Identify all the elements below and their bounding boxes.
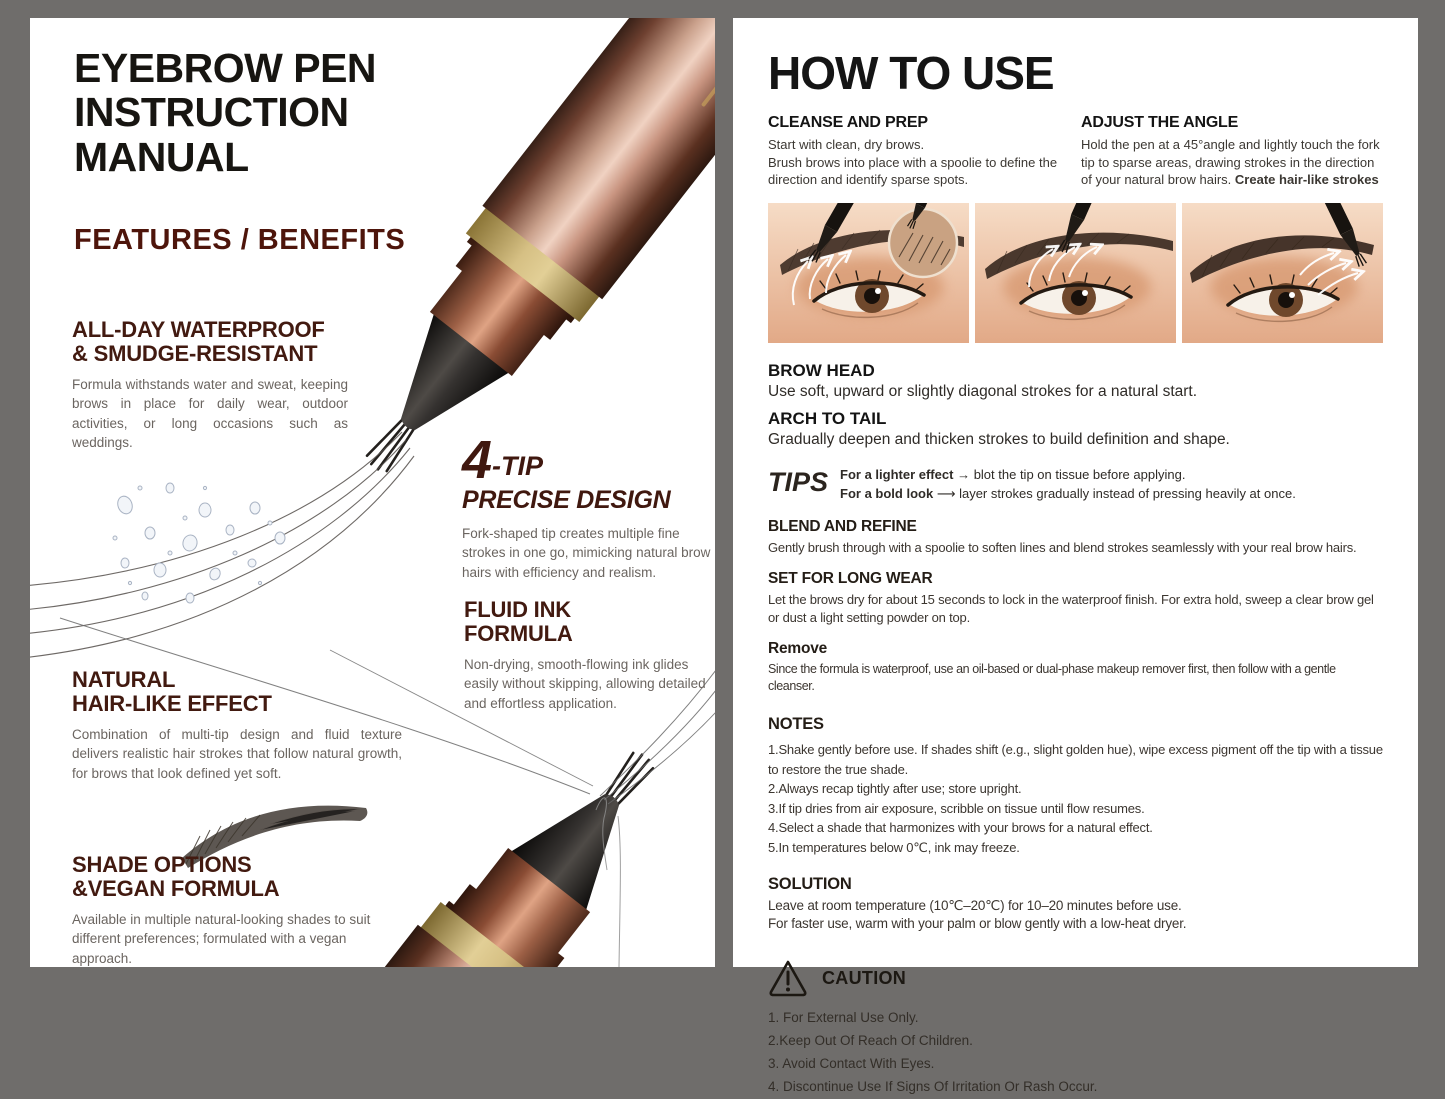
- how-to-use-title: HOW TO USE: [768, 46, 1383, 100]
- section-body: Fork-shaped tip creates multiple fine strokes in one go, mimicking natural brow hairs with efficiency and realism.: [462, 524, 714, 583]
- section-four-tip: 4 -TIP PRECISE DESIGN Fork-shaped tip creates multiple fine strokes in one go, mimicking natural brow hairs with efficiency and realism.: [462, 438, 714, 583]
- title-line: EYEBROW PEN: [74, 46, 376, 90]
- solution-section: SOLUTION Leave at room temperature (10℃–20℃) for 10–20 minutes before use. For faster use, warm with your palm or blow gently with a low-heat dryer.: [768, 875, 1383, 933]
- application-photos: [768, 203, 1383, 343]
- short-arrow: →: [957, 467, 970, 482]
- eye-illustration-3: [1182, 203, 1383, 343]
- features-benefits-subtitle: FEATURES / BENEFITS: [74, 224, 405, 257]
- section-body: Combination of multi-tip design and fluid texture delivers realistic hair strokes that follow natural growth, for brows that look defined yet soft.: [72, 725, 402, 784]
- note-item: 5.In temperatures below 0℃, ink may freeze.: [768, 838, 1383, 858]
- section-body: Non-drying, smooth-flowing ink glides easily without skipping, allowing detailed and effortless application.: [464, 655, 716, 714]
- set-for-long-wear-section: SET FOR LONG WEAR Let the brows dry for about 15 seconds to lock in the waterproof finish. For extra hold, sweep a clear brow gel or dust a light setting powder on top.: [768, 570, 1383, 626]
- tips-line: For a bold look ⟶ layer strokes gradually instead of pressing heavily at once.: [840, 484, 1296, 504]
- section-natural-effect: [72, 668, 402, 783]
- brow-head-section: BROW HEAD Use soft, upward or slightly diagonal strokes for a natural start. ARCH TO TAIL Gradually deepen and thicken strokes to build definition and shape.: [768, 361, 1383, 449]
- right-page: [733, 18, 1418, 967]
- solution-line: Leave at room temperature (10℃–20℃) for 10–20 minutes before use.: [768, 897, 1383, 915]
- cleanse-line: Brush brows into place with a spoolie to define the direction and identify sparse spots.: [768, 154, 1063, 189]
- section-fluid-ink: [464, 598, 716, 713]
- caution-item: 3. Avoid Contact With Eyes.: [768, 1053, 1383, 1076]
- caution-item: 1. For External Use Only.: [768, 1007, 1383, 1030]
- title-line: INSTRUCTION: [74, 90, 376, 134]
- caution-header: CAUTION: [768, 959, 1383, 997]
- section-heading: SHADE OPTIONS &VEGAN FORMULA: [72, 853, 402, 901]
- section-heading: FLUID INK FORMULA: [464, 598, 716, 646]
- section-body: Available in multiple natural-looking shades to suit different preferences; formulated with a vegan approach.: [72, 910, 402, 969]
- tips-line: For a lighter effect → blot the tip on tissue before applying.: [840, 465, 1296, 485]
- section-body: Formula withstands water and sweat, keeping brows in place for daily wear, outdoor activities, or long occasions such as weddings.: [72, 375, 348, 453]
- caution-item: 4. Discontinue Use If Signs Of Irritation Or Rash Occur.: [768, 1076, 1383, 1099]
- cleanse-line: Start with clean, dry brows.: [768, 136, 1063, 154]
- long-arrow: ⟶: [937, 486, 956, 501]
- water-droplets: [113, 483, 285, 603]
- cleanse-and-prep: CLEANSE AND PREP Start with clean, dry brows. Brush brows into place with a spoolie to define the direction and identify sparse spots.: [768, 114, 1063, 189]
- left-page: [30, 18, 715, 967]
- solution-line: For faster use, warm with your palm or blow gently with a low-heat dryer.: [768, 915, 1383, 933]
- section-heading: NATURAL HAIR-LIKE EFFECT: [72, 668, 402, 716]
- eye-illustration-1: [768, 203, 969, 343]
- arch-to-tail-heading: ARCH TO TAIL: [768, 409, 1383, 429]
- photo-tail: [1182, 203, 1383, 343]
- step-columns: [768, 114, 1383, 189]
- blend-and-refine-section: BLEND AND REFINE Gently brush through with a spoolie to soften lines and blend strokes seamlessly with your real brow hairs.: [768, 518, 1383, 557]
- warning-triangle-icon: [768, 959, 808, 997]
- page-title: [74, 46, 376, 179]
- note-item: 2.Always recap tightly after use; store upright.: [768, 779, 1383, 799]
- title-line: MANUAL: [74, 135, 376, 179]
- tips-section: TIPS For a lighter effect → blot the tip on tissue before applying. For a bold look ⟶ layer strokes gradually instead of pressing heavily at once.: [768, 465, 1383, 504]
- eye-illustration-2: [975, 203, 1176, 343]
- note-item: 4.Select a shade that harmonizes with your brows for a natural effect.: [768, 818, 1383, 838]
- remove-section: Remove Since the formula is waterproof, use an oil-based or dual-phase makeup remover first, then follow with a gentle cleanser.: [768, 640, 1383, 695]
- section-shade-options: [72, 853, 402, 968]
- four-tip-heading: 4 -TIP: [462, 438, 714, 484]
- section-waterproof: [72, 318, 348, 453]
- section-heading: ALL-DAY WATERPROOF & SMUDGE-RESISTANT: [72, 318, 348, 366]
- photo-brow-head: [768, 203, 969, 343]
- notes-section: NOTES 1.Shake gently before use. If shades shift (e.g., slight golden hue), wipe excess pigment off the tip with a tissue to restore the true shade. 2.Always recap tightly after use; store upright. 3.If tip dries from air exposure, scribble on tissue until flow resumes. 4.Select a shade that harmonizes with your brows for a natural effect. 5.In temperatures below 0℃, ink may freeze.: [768, 715, 1383, 857]
- ink-stroke-lines: [30, 432, 414, 658]
- adjust-bold-note: Create hair-like strokes: [1235, 172, 1379, 187]
- adjust-the-angle: ADJUST THE ANGLE Hold the pen at a 45°angle and lightly touch the fork tip to sparse areas, drawing strokes in the direction of your natural brow hairs. Create hair-like strokes: [1081, 114, 1383, 189]
- photo-arch: [975, 203, 1176, 343]
- adjust-body: Hold the pen at a 45°angle and lightly touch the fork tip to sparse areas, drawing strokes in the direction of your natural brow hairs.: [1081, 137, 1380, 187]
- caution-item: 2.Keep Out Of Reach Of Children.: [768, 1030, 1383, 1053]
- note-item: 3.If tip dries from air exposure, scribble on tissue until flow resumes.: [768, 799, 1383, 819]
- note-item: 1.Shake gently before use. If shades shift (e.g., slight golden hue), wipe excess pigment off the tip with a tissue to restore the true shade.: [768, 740, 1383, 779]
- arch-to-tail-body: Gradually deepen and thicken strokes to build definition and shape.: [768, 431, 1383, 449]
